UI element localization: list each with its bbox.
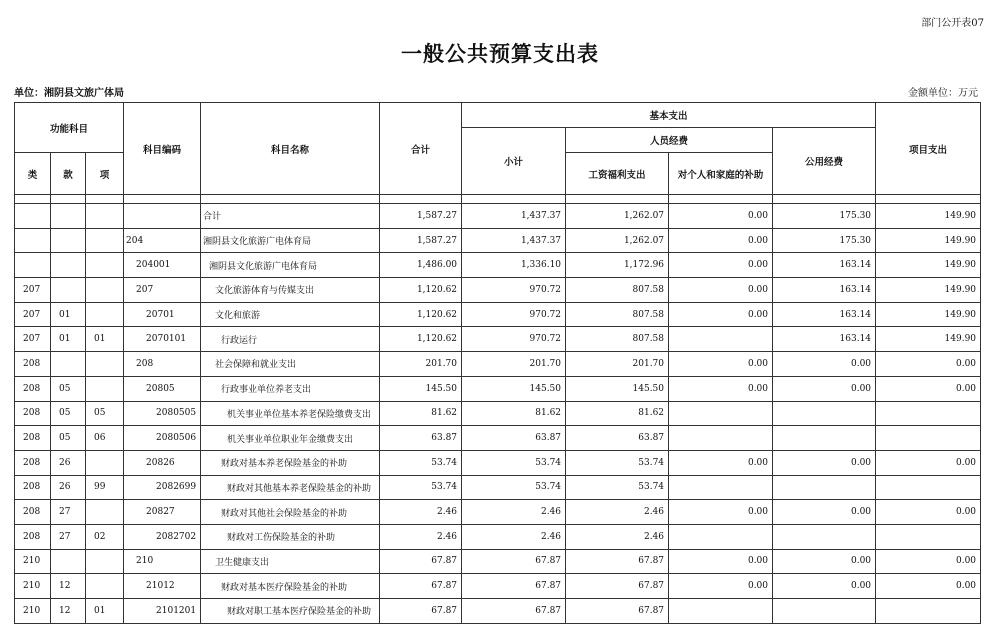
cell-xiang (86, 253, 124, 278)
cell-subject-name: 湘阴县文化旅游广电体育局 (201, 228, 380, 253)
form-code: 部门公开表07 (921, 18, 984, 29)
cell-subject-code: 20826 (124, 450, 201, 475)
cell-subject-name: 财政对职工基本医疗保险基金的补助 (201, 599, 380, 624)
cell-total: 2.46 (380, 500, 462, 525)
cell-public-funds: 0.00 (773, 450, 876, 475)
cell-kuan: 05 (51, 401, 86, 426)
cell-lei: 208 (15, 401, 51, 426)
cell-subject-name: 卫生健康支出 (201, 549, 380, 574)
cell-public-funds (773, 475, 876, 500)
cell-subject-code (124, 204, 201, 229)
cell-subject-code: 204001 (124, 253, 201, 278)
cell-subsidy: 0.00 (669, 574, 773, 599)
cell-subsidy: 0.00 (669, 500, 773, 525)
header-subject-name: 科目名称 (201, 103, 380, 195)
cell-subtotal: 53.74 (462, 450, 566, 475)
cell-kuan: 01 (51, 327, 86, 352)
cell-xiang (86, 549, 124, 574)
table-row (15, 475, 981, 500)
cell-total: 1,587.27 (380, 204, 462, 229)
cell-subject-code: 20805 (124, 376, 201, 401)
cell-subject-name: 行政运行 (201, 327, 380, 352)
cell-project: 149.90 (876, 204, 981, 229)
cell-xiang (86, 302, 124, 327)
cell-lei: 207 (15, 278, 51, 303)
header-lei: 类 (15, 153, 51, 195)
cell-wages: 807.58 (566, 278, 669, 303)
header-wages: 工资福利支出 (566, 153, 669, 195)
cell-subsidy: 0.00 (669, 228, 773, 253)
cell-kuan: 27 (51, 524, 86, 549)
cell-project: 0.00 (876, 352, 981, 377)
cell-kuan (51, 204, 86, 229)
spacer-row (15, 195, 981, 204)
cell-subject-code: 2101201 (124, 599, 201, 624)
amount-unit-label: 金额单位：万元 (908, 88, 978, 99)
cell-lei (15, 253, 51, 278)
cell-subsidy (669, 327, 773, 352)
header-subject-code: 科目编码 (124, 103, 201, 195)
cell-wages: 2.46 (566, 524, 669, 549)
cell-project (876, 401, 981, 426)
cell-kuan: 12 (51, 574, 86, 599)
cell-kuan: 12 (51, 599, 86, 624)
cell-public-funds: 0.00 (773, 352, 876, 377)
cell-subsidy: 0.00 (669, 352, 773, 377)
cell-public-funds: 163.14 (773, 302, 876, 327)
header-kuan: 款 (51, 153, 86, 195)
cell-public-funds: 0.00 (773, 376, 876, 401)
cell-subject-name: 湘阴县文化旅游广电体育局 (201, 253, 380, 278)
cell-public-funds (773, 401, 876, 426)
header-subtotal: 小计 (462, 128, 566, 195)
cell-subtotal: 970.72 (462, 302, 566, 327)
cell-project (876, 475, 981, 500)
cell-project: 0.00 (876, 376, 981, 401)
table-row (15, 302, 981, 327)
cell-kuan: 26 (51, 450, 86, 475)
cell-public-funds: 163.14 (773, 327, 876, 352)
table-row (15, 376, 981, 401)
cell-xiang: 06 (86, 426, 124, 451)
cell-project: 149.90 (876, 278, 981, 303)
cell-subject-name: 财政对基本养老保险基金的补助 (201, 450, 380, 475)
table-row (15, 500, 981, 525)
cell-kuan: 01 (51, 302, 86, 327)
cell-xiang (86, 352, 124, 377)
cell-kuan: 26 (51, 475, 86, 500)
table-row (15, 574, 981, 599)
cell-subtotal: 970.72 (462, 278, 566, 303)
cell-subject-name: 财政对工伤保险基金的补助 (201, 524, 380, 549)
cell-subtotal: 67.87 (462, 574, 566, 599)
cell-subject-name: 文化旅游体育与传媒支出 (201, 278, 380, 303)
cell-lei: 210 (15, 599, 51, 624)
cell-project: 0.00 (876, 450, 981, 475)
cell-wages: 67.87 (566, 599, 669, 624)
cell-subject-code: 2082699 (124, 475, 201, 500)
cell-wages: 145.50 (566, 376, 669, 401)
cell-project (876, 599, 981, 624)
table-row (15, 450, 981, 475)
cell-subsidy (669, 401, 773, 426)
cell-kuan (51, 352, 86, 377)
cell-xiang: 01 (86, 327, 124, 352)
cell-subsidy: 0.00 (669, 376, 773, 401)
cell-subject-code: 208 (124, 352, 201, 377)
cell-subject-code: 20827 (124, 500, 201, 525)
cell-subsidy: 0.00 (669, 204, 773, 229)
cell-subject-name: 机关事业单位基本养老保险缴费支出 (201, 401, 380, 426)
cell-wages: 807.58 (566, 302, 669, 327)
cell-total: 1,120.62 (380, 327, 462, 352)
header-personnel: 人员经费 (566, 128, 773, 153)
cell-subject-code: 2080505 (124, 401, 201, 426)
cell-subject-name: 社会保障和就业支出 (201, 352, 380, 377)
cell-subject-code: 21012 (124, 574, 201, 599)
cell-total: 53.74 (380, 475, 462, 500)
cell-xiang (86, 574, 124, 599)
cell-subject-name: 财政对其他基本养老保险基金的补助 (201, 475, 380, 500)
cell-lei: 210 (15, 549, 51, 574)
header-total: 合计 (380, 103, 462, 195)
cell-subject-code: 2080506 (124, 426, 201, 451)
cell-subject-name: 财政对其他社会保险基金的补助 (201, 500, 380, 525)
cell-kuan: 05 (51, 426, 86, 451)
cell-subsidy (669, 475, 773, 500)
cell-public-funds: 163.14 (773, 278, 876, 303)
cell-total: 201.70 (380, 352, 462, 377)
cell-wages: 1,262.07 (566, 228, 669, 253)
cell-lei: 207 (15, 327, 51, 352)
cell-wages: 1,262.07 (566, 204, 669, 229)
cell-kuan (51, 228, 86, 253)
page-title: 一般公共预算支出表 (401, 42, 599, 66)
cell-wages: 1,172.96 (566, 253, 669, 278)
cell-public-funds: 0.00 (773, 574, 876, 599)
cell-subsidy: 0.00 (669, 253, 773, 278)
cell-total: 63.87 (380, 426, 462, 451)
header-xiang: 项 (86, 153, 124, 195)
cell-kuan: 27 (51, 500, 86, 525)
cell-wages: 81.62 (566, 401, 669, 426)
cell-subtotal: 63.87 (462, 426, 566, 451)
cell-subtotal: 970.72 (462, 327, 566, 352)
cell-lei: 208 (15, 475, 51, 500)
cell-total: 53.74 (380, 450, 462, 475)
cell-project: 0.00 (876, 500, 981, 525)
cell-subject-code: 210 (124, 549, 201, 574)
cell-total: 2.46 (380, 524, 462, 549)
cell-wages: 2.46 (566, 500, 669, 525)
table-body (15, 195, 981, 624)
cell-subtotal: 1,336.10 (462, 253, 566, 278)
cell-kuan (51, 253, 86, 278)
cell-total: 67.87 (380, 574, 462, 599)
table-row (15, 228, 981, 253)
cell-subtotal: 1,437.37 (462, 228, 566, 253)
cell-subtotal: 67.87 (462, 549, 566, 574)
cell-kuan: 05 (51, 376, 86, 401)
cell-subtotal: 67.87 (462, 599, 566, 624)
cell-xiang (86, 278, 124, 303)
cell-project: 149.90 (876, 302, 981, 327)
table-row (15, 401, 981, 426)
cell-public-funds (773, 426, 876, 451)
cell-lei (15, 204, 51, 229)
cell-subject-name: 行政事业单位养老支出 (201, 376, 380, 401)
cell-wages: 201.70 (566, 352, 669, 377)
cell-lei: 208 (15, 524, 51, 549)
cell-subtotal: 201.70 (462, 352, 566, 377)
cell-kuan (51, 278, 86, 303)
cell-xiang: 05 (86, 401, 124, 426)
cell-lei: 208 (15, 500, 51, 525)
cell-xiang: 01 (86, 599, 124, 624)
cell-subject-code: 204 (124, 228, 201, 253)
cell-total: 1,120.62 (380, 278, 462, 303)
cell-subject-code: 2070101 (124, 327, 201, 352)
cell-lei: 210 (15, 574, 51, 599)
cell-total: 1,486.00 (380, 253, 462, 278)
header-public-funds: 公用经费 (773, 128, 876, 195)
table-row (15, 278, 981, 303)
cell-public-funds: 175.30 (773, 228, 876, 253)
cell-lei (15, 228, 51, 253)
cell-wages: 63.87 (566, 426, 669, 451)
cell-subject-code: 2082702 (124, 524, 201, 549)
cell-total: 1,587.27 (380, 228, 462, 253)
cell-project (876, 426, 981, 451)
cell-total: 67.87 (380, 549, 462, 574)
cell-xiang (86, 204, 124, 229)
cell-subsidy: 0.00 (669, 450, 773, 475)
cell-subsidy (669, 524, 773, 549)
cell-wages: 807.58 (566, 327, 669, 352)
cell-project: 149.90 (876, 253, 981, 278)
cell-public-funds: 0.00 (773, 500, 876, 525)
cell-subject-name: 文化和旅游 (201, 302, 380, 327)
cell-subject-name: 机关事业单位职业年金缴费支出 (201, 426, 380, 451)
budget-table (14, 102, 981, 624)
cell-public-funds: 163.14 (773, 253, 876, 278)
cell-subsidy (669, 426, 773, 451)
table-row (15, 599, 981, 624)
cell-project: 0.00 (876, 574, 981, 599)
cell-public-funds (773, 524, 876, 549)
cell-lei: 208 (15, 426, 51, 451)
cell-subtotal: 1,437.37 (462, 204, 566, 229)
header-project: 项目支出 (876, 103, 981, 195)
cell-subject-name: 合计 (201, 204, 380, 229)
cell-subtotal: 2.46 (462, 500, 566, 525)
cell-xiang (86, 500, 124, 525)
header-basic-expenditure: 基本支出 (462, 103, 876, 128)
cell-subsidy: 0.00 (669, 302, 773, 327)
cell-public-funds (773, 599, 876, 624)
cell-project (876, 524, 981, 549)
table-row (15, 253, 981, 278)
cell-total: 1,120.62 (380, 302, 462, 327)
cell-subject-code: 207 (124, 278, 201, 303)
cell-xiang: 02 (86, 524, 124, 549)
cell-subject-name: 财政对基本医疗保险基金的补助 (201, 574, 380, 599)
table-row (15, 524, 981, 549)
table-row (15, 204, 981, 229)
cell-project: 149.90 (876, 228, 981, 253)
cell-kuan (51, 549, 86, 574)
cell-xiang: 99 (86, 475, 124, 500)
cell-subtotal: 2.46 (462, 524, 566, 549)
table-row (15, 352, 981, 377)
cell-subtotal: 145.50 (462, 376, 566, 401)
cell-lei: 207 (15, 302, 51, 327)
cell-subsidy: 0.00 (669, 278, 773, 303)
cell-lei: 208 (15, 376, 51, 401)
cell-project: 149.90 (876, 327, 981, 352)
table-row (15, 426, 981, 451)
cell-subtotal: 53.74 (462, 475, 566, 500)
cell-public-funds: 0.00 (773, 549, 876, 574)
cell-project: 0.00 (876, 549, 981, 574)
cell-lei: 208 (15, 450, 51, 475)
cell-lei: 208 (15, 352, 51, 377)
cell-xiang (86, 376, 124, 401)
cell-subject-code: 20701 (124, 302, 201, 327)
cell-total: 67.87 (380, 599, 462, 624)
cell-public-funds: 175.30 (773, 204, 876, 229)
cell-wages: 67.87 (566, 549, 669, 574)
cell-total: 145.50 (380, 376, 462, 401)
cell-xiang (86, 228, 124, 253)
header-subsidy: 对个人和家庭的补助 (669, 153, 773, 195)
cell-subsidy: 0.00 (669, 549, 773, 574)
unit-label: 单位：湘阴县文旅广体局 (14, 88, 124, 99)
cell-wages: 53.74 (566, 475, 669, 500)
cell-wages: 67.87 (566, 574, 669, 599)
cell-subtotal: 81.62 (462, 401, 566, 426)
table-row (15, 549, 981, 574)
table-row (15, 327, 981, 352)
cell-subsidy (669, 599, 773, 624)
cell-xiang (86, 450, 124, 475)
cell-wages: 53.74 (566, 450, 669, 475)
header-function-subject: 功能科目 (15, 103, 124, 153)
cell-total: 81.62 (380, 401, 462, 426)
